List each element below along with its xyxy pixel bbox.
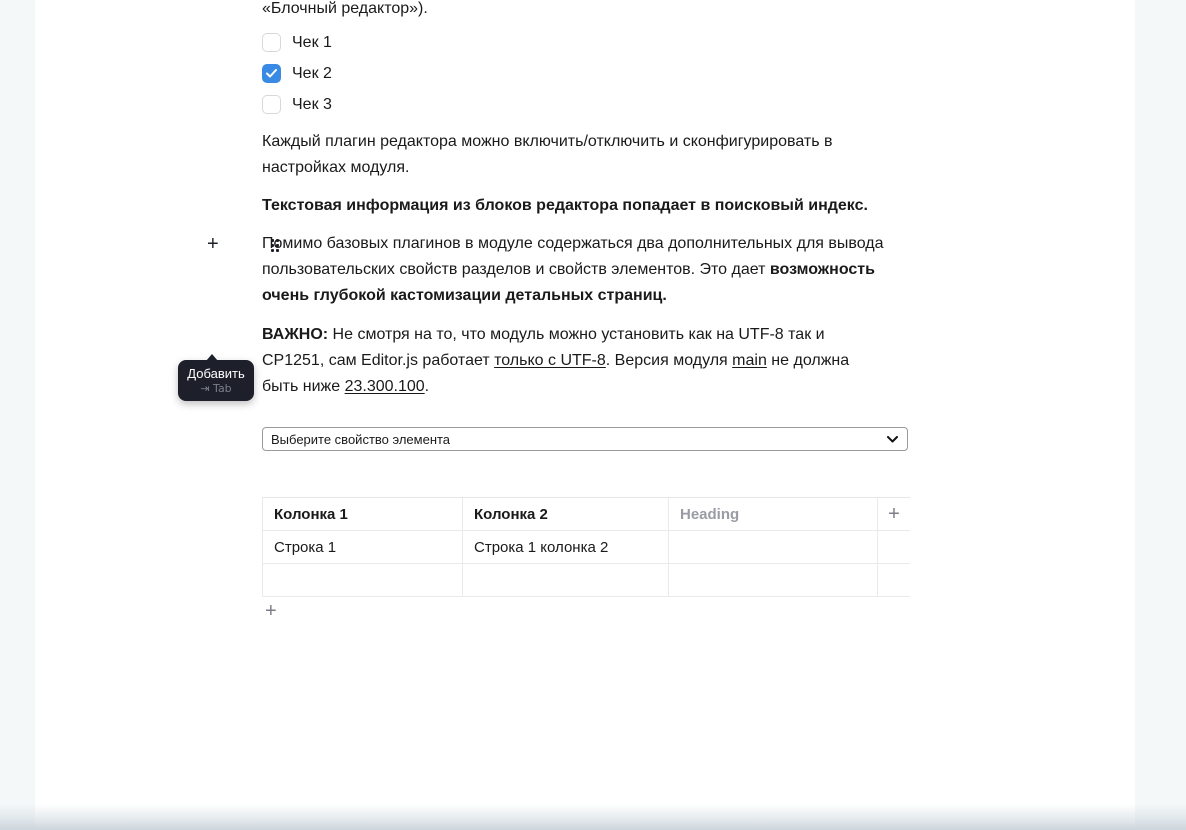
checklist-label[interactable]: Чек 3 bbox=[292, 96, 332, 113]
checkbox-unchecked-icon[interactable] bbox=[262, 95, 281, 114]
checklist-item-3[interactable] bbox=[262, 95, 332, 114]
link-utf8[interactable]: только с UTF-8 bbox=[494, 352, 606, 369]
checklist-label[interactable]: Чек 2 bbox=[292, 65, 332, 82]
checklist-label[interactable]: Чек 1 bbox=[292, 34, 332, 51]
table-cell[interactable]: Строка 1 колонка 2 bbox=[462, 531, 668, 564]
important-text-1: Не смотря на то, что модуль можно установить как на UTF-8 так и CP1251, сам Editor.js работает bbox=[262, 326, 825, 369]
block-add-button[interactable] bbox=[207, 235, 219, 255]
table-add-column-button[interactable] bbox=[877, 498, 910, 531]
checkbox-unchecked-icon[interactable] bbox=[262, 33, 281, 52]
paragraph-plugins[interactable]: Каждый плагин редактора можно включить/отключить и сконфигурировать в настройках модуля. bbox=[262, 133, 833, 176]
slider-panel bbox=[35, 0, 1135, 830]
paragraph-additional-bold: возможность очень глубокой кастомизации детальных страниц. bbox=[262, 261, 875, 304]
important-text-4: . bbox=[424, 378, 430, 395]
paragraph-search-index[interactable]: Текстовая информация из блоков редактора попадает в поисковый индекс. bbox=[262, 197, 868, 214]
table-add-row-button[interactable] bbox=[265, 601, 277, 622]
link-main[interactable]: main bbox=[732, 352, 767, 369]
table-cell[interactable] bbox=[668, 564, 877, 597]
table-cell-gutter bbox=[877, 531, 910, 564]
paragraph-intro-cutoff[interactable]: «Блочный редактор»). bbox=[262, 0, 428, 17]
paragraph-additional[interactable] bbox=[262, 231, 884, 309]
paragraph-important[interactable] bbox=[262, 322, 884, 400]
tooltip-body bbox=[178, 360, 254, 401]
checkbox-checked-icon[interactable] bbox=[262, 64, 281, 83]
important-text-3: не должна быть ниже bbox=[262, 352, 850, 395]
checkmark-icon bbox=[266, 69, 277, 78]
table-cell-gutter bbox=[877, 564, 910, 597]
editor-table bbox=[262, 497, 910, 597]
important-prefix: ВАЖНО: bbox=[262, 326, 329, 343]
table-header-cell[interactable]: Колонка 2 bbox=[462, 498, 668, 531]
paragraph-additional-text: Помимо базовых плагинов в модуле содержаться два дополнительных для вывода пользовательских свойств разделов и свойств элементов. Это дает bbox=[262, 235, 884, 278]
table-cell[interactable]: Строка 1 bbox=[262, 531, 462, 564]
table-cell[interactable] bbox=[462, 564, 668, 597]
select-value: Выберите свойство элемента bbox=[271, 431, 451, 447]
tooltip-label: Добавить bbox=[187, 366, 245, 381]
chevron-down-icon bbox=[887, 436, 898, 443]
add-tooltip bbox=[178, 360, 254, 401]
plus-icon: + bbox=[265, 600, 277, 622]
checklist-item-2[interactable] bbox=[262, 64, 332, 83]
table-cell[interactable] bbox=[668, 531, 877, 564]
tooltip-arrow-icon bbox=[206, 354, 218, 361]
table-header-cell-placeholder[interactable]: Heading bbox=[668, 498, 877, 531]
property-select[interactable] bbox=[262, 427, 908, 451]
important-text-2: . Версия модуля bbox=[605, 352, 733, 369]
plus-icon: + bbox=[888, 503, 900, 525]
tooltip-shortcut: ⇥ Tab bbox=[200, 382, 232, 395]
checklist-item-1[interactable] bbox=[262, 33, 332, 52]
link-version[interactable]: 23.300.100 bbox=[344, 378, 425, 395]
table-header-cell[interactable]: Колонка 1 bbox=[262, 498, 462, 531]
table-cell[interactable] bbox=[262, 564, 462, 597]
plus-icon: + bbox=[207, 233, 219, 255]
